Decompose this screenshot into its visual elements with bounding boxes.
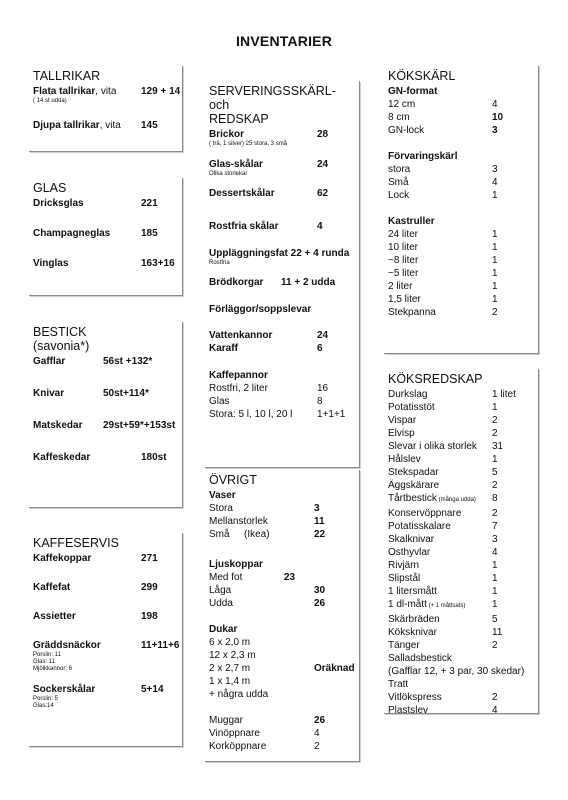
koksredskap-box: [384, 369, 539, 714]
glasskalar-row: [209, 158, 355, 171]
gn-row: [388, 124, 534, 137]
redskap-row: [388, 691, 534, 704]
kaffeservis-row: [33, 639, 178, 652]
dukar-label: Dukar: [209, 624, 238, 635]
forlagg-row: [209, 303, 355, 316]
forv-row: [388, 189, 534, 202]
brickor-row: [209, 128, 355, 141]
bestick-value: 180st: [141, 452, 167, 463]
redskap-row: [388, 546, 534, 559]
redskap-value: 1: [492, 560, 498, 571]
kastrull-value: 1: [492, 268, 498, 279]
vaser-item-value: 11: [314, 516, 325, 527]
bestick-label: Gafflar: [33, 356, 66, 367]
kastrull-label: ~5 liter: [388, 268, 419, 279]
panna-value: 16: [317, 383, 329, 394]
brickor-label: Brickor: [209, 129, 245, 140]
redskap-value: 5: [492, 467, 498, 478]
other-value: 26: [314, 715, 326, 726]
other-row: [209, 740, 355, 753]
redskap-value: 2: [492, 415, 498, 426]
redskap-label: Konservöppnare: [388, 508, 462, 519]
panna-value: 8: [317, 396, 323, 407]
redskap-value: 1: [492, 454, 498, 465]
brickor-note: ( trä, 1 silver) 25 stora, 3 små: [209, 141, 288, 147]
redskap-value: 3: [492, 534, 498, 545]
uppl-note: Rostfria: [209, 260, 230, 266]
bestick-row: [33, 387, 178, 400]
redskap-label: Stekspadar: [388, 467, 439, 478]
ljus-label: Ljuskoppar: [209, 559, 263, 570]
bestick-box: [29, 322, 183, 508]
redskap-label: Slipstål: [388, 573, 421, 584]
glas-label: Dricksglas: [33, 198, 84, 209]
sma-value: 22: [314, 529, 326, 540]
ljus-item-label: Udda: [209, 598, 233, 609]
sma-note: (Ikea): [244, 529, 270, 540]
kaffeservis-title: KAFFESERVIS: [33, 536, 119, 550]
redskap-label: Potatisstöt: [388, 402, 435, 413]
duk-row: [209, 675, 355, 688]
flata-label: Flata tallrikar: [33, 86, 96, 97]
vaser-label: Vaser: [209, 490, 236, 501]
redskap-value: 1: [492, 599, 498, 610]
redskap-label: Elvisp: [388, 428, 415, 439]
dessert-row: [209, 187, 355, 200]
gn-item-value: 3: [492, 125, 498, 136]
kastrull-label: 24 liter: [388, 229, 419, 240]
glasskalar-value: 24: [317, 159, 329, 170]
forv-item-value: 1: [492, 190, 498, 201]
glas-value: 185: [141, 228, 158, 239]
vaser-item-label: Mellanstorlek: [209, 516, 268, 527]
other-value: 4: [314, 728, 320, 739]
gradd-note: Glas: 11: [33, 659, 55, 665]
redskap-value: 1 litet: [492, 389, 516, 400]
forv-item-label: Små: [388, 177, 409, 188]
other-label: Korköppnare: [209, 741, 267, 752]
gn-row: [388, 98, 534, 111]
glasskalar-label: Glas-skålar: [209, 159, 263, 170]
duk-item: 6 x 2,0 m: [209, 637, 251, 648]
kaffeservis-box: [29, 533, 183, 747]
gn-item-label: 12 cm: [388, 99, 416, 110]
kastrull-row: [388, 254, 534, 267]
djupa-value: 145: [141, 120, 158, 131]
redskap-row: [388, 507, 534, 520]
kaffeservis-row: [33, 683, 178, 696]
tallrikar-box: [29, 66, 183, 152]
redskap-value: 8: [492, 493, 498, 504]
kastrull-row: [388, 306, 534, 319]
kaffeservis-value: 299: [141, 582, 158, 593]
gn-row: [388, 111, 534, 124]
bestick-row: [33, 451, 178, 464]
kastrull-label: 10 liter: [388, 242, 419, 253]
redskap-label: Potatisskalare: [388, 521, 451, 532]
kaffeservis-label: Gräddsnäckor: [33, 640, 101, 651]
glas-title: GLAS: [33, 181, 67, 195]
glas-row: [33, 197, 178, 210]
duk-item: 12 x 2,3 m: [209, 650, 256, 661]
gn-item-value: 10: [492, 112, 504, 123]
forv-item-label: Lock: [388, 190, 410, 201]
ljus-item-value: 26: [314, 598, 326, 609]
redskap-row: [388, 665, 534, 678]
kaffepannor-row: [209, 369, 355, 382]
bestick-value: 50st+114*: [103, 388, 149, 399]
redskap-value: 2: [492, 480, 498, 491]
servering-title-2: REDSKAP: [209, 112, 269, 126]
glas-row: [33, 257, 178, 270]
redskap-row: [388, 388, 534, 401]
brod-label: Brödkorgar: [209, 277, 264, 288]
bestick-label: Kaffeskedar: [33, 452, 91, 463]
panna-label: Glas: [209, 396, 230, 407]
vatten-row: [209, 329, 355, 342]
brod-value: 11 + 2 udda: [281, 277, 336, 288]
redskap-row: [388, 639, 534, 652]
glas-box: [29, 178, 183, 296]
redskap-label: Durkslag: [388, 389, 428, 400]
kaffeservis-row: [33, 610, 178, 623]
redskap-value: 1: [492, 573, 498, 584]
redskap-label: Tratt: [388, 679, 409, 690]
other-value: 2: [314, 741, 320, 752]
kaffeservis-value: 198: [141, 611, 158, 622]
duk-row: [209, 688, 355, 701]
redskap-row: [388, 427, 534, 440]
vaser-item-label: Stora: [209, 503, 233, 514]
ljus-row: [209, 597, 355, 610]
bestick-label: Matskedar: [33, 420, 83, 431]
flata-tallrikar-row: [33, 85, 181, 98]
redskap-row: [388, 466, 534, 479]
redskap-value: 4: [492, 705, 498, 716]
redskap-row: [388, 479, 534, 492]
forv-row: [388, 163, 534, 176]
redskap-row: [388, 598, 534, 613]
brickor-value: 28: [317, 129, 329, 140]
dessert-value: 62: [317, 188, 329, 199]
duk-row: [209, 662, 355, 675]
vaser-row: [209, 528, 355, 541]
panna-label: Stora: 5 l, 10 l, 20 l: [209, 409, 293, 420]
redskap-row: [388, 626, 534, 639]
vatten-value: 24: [317, 330, 329, 341]
karaff-label: Karaff: [209, 343, 238, 354]
redskap-label: Hålslev: [388, 454, 421, 465]
redskap-row: [388, 533, 534, 546]
bestick-row: [33, 419, 178, 432]
karaff-value: 6: [317, 343, 323, 354]
forlagg-label: Förläggor/soppslevar: [209, 304, 312, 315]
panna-row: [209, 395, 355, 408]
redskap-value: 1: [492, 402, 498, 413]
redskap-row: [388, 652, 534, 665]
bestick-title: BESTICK: [33, 325, 87, 339]
kaffeservis-label: Assietter: [33, 611, 76, 622]
bestick-value: 29st+59*+153st: [103, 420, 176, 431]
gn-item-label: 8 cm: [388, 112, 410, 123]
redskap-row: [388, 572, 534, 585]
flata-value: 129 + 14: [141, 86, 181, 97]
duk-item: + några udda: [209, 689, 269, 700]
medfot-value: 23: [284, 572, 296, 583]
gn-item-label: GN-lock: [388, 125, 425, 136]
ljus-row: [209, 584, 355, 597]
page-title: INVENTARIER: [235, 33, 333, 49]
redskap-value: 5: [492, 614, 498, 625]
kaffeservis-label: Sockerskålar: [33, 684, 96, 695]
other-row: [209, 714, 355, 727]
bestick-row: [33, 355, 178, 368]
kastrull-label: 1,5 liter: [388, 294, 421, 305]
vaser-item-value: 3: [314, 503, 320, 514]
panna-row: [209, 382, 355, 395]
redskap-label: Skalknivar: [388, 534, 435, 545]
redskap-value: 11: [492, 627, 503, 638]
redskap-row: [388, 414, 534, 427]
djupa-label: Djupa tallrikar: [33, 120, 100, 131]
redskap-label: Vispar: [388, 415, 417, 426]
redskap-label: Rivjärn: [388, 560, 420, 571]
medfot-label: Med fot: [209, 572, 243, 583]
redskap-value: 2: [492, 508, 498, 519]
redskap-value: 4: [492, 547, 498, 558]
redskap-label: Tänger: [388, 640, 420, 651]
panna-label: Rostfri, 2 liter: [209, 383, 268, 394]
koksredskap-title: KÖKSREDSKAP: [388, 372, 483, 386]
rostfria-value: 4: [317, 221, 323, 232]
kastrull-value: 1: [492, 242, 498, 253]
kaffepannor-label: Kaffepannor: [209, 370, 268, 381]
duk-row: [209, 649, 355, 662]
redskap-row: [388, 453, 534, 466]
redskap-label: Plastslev: [388, 705, 429, 716]
redskap-row: [388, 585, 534, 598]
redskap-label: Slevar i olika storlek: [388, 441, 477, 452]
kastrull-row: [388, 293, 534, 306]
kastrull-value: 1: [492, 229, 498, 240]
kaffeservis-row: [33, 581, 178, 594]
gn-item-value: 4: [492, 99, 498, 110]
duk-item: 2 x 2,7 m: [209, 663, 251, 674]
kastrull-label: Stekpanna: [388, 307, 436, 318]
redskap-value: 7: [492, 521, 498, 532]
ovrigt-box: [205, 470, 360, 762]
kastrull-row: [388, 241, 534, 254]
socker-note: Porslin: 5: [33, 696, 59, 702]
kastrull-list: [388, 228, 534, 319]
kaffeservis-label: Kaffefat: [33, 582, 71, 593]
redskap-label: Vitlökspress: [388, 692, 442, 703]
redskap-label: (Gafflar 12, + 3 par, 30 skedar): [388, 666, 525, 677]
karaff-row: [209, 342, 355, 355]
kastrull-label: Kastruller: [388, 216, 435, 227]
ovrigt-title: ÖVRIGT: [209, 473, 257, 487]
redskap-label: Salladsbestick: [388, 653, 452, 664]
kaffeservis-row: [33, 552, 178, 565]
glas-value: 163+16: [141, 258, 175, 269]
redskap-label: Köksknivar: [388, 627, 437, 638]
tallrikar-title: TALLRIKAR: [33, 69, 101, 83]
gn-label: GN-format: [388, 86, 438, 97]
kokskarl-title: KÖKSKÄRL: [388, 69, 456, 83]
servering-title-1: SERVERINGSSKÄRL- och: [209, 84, 336, 112]
redskap-label: Skärbräden: [388, 614, 440, 625]
panna-value: 1+1+1: [317, 409, 346, 420]
redskap-value: 2: [492, 640, 498, 651]
bestick-subtitle: (savonia*): [33, 339, 90, 353]
kastrull-value: 2: [492, 307, 498, 318]
other-label: Vinöppnare: [209, 728, 260, 739]
kastrull-row: [388, 228, 534, 241]
other-label: Muggar: [209, 715, 243, 726]
forv-item-value: 3: [492, 164, 498, 175]
gradd-note: Porslin: 11: [33, 652, 61, 658]
bestick-label: Knivar: [33, 388, 65, 399]
medfot-row: [209, 571, 355, 584]
kastrull-label: ~8 liter: [388, 255, 419, 266]
socker-note: Glas:14: [33, 703, 54, 709]
other-row: [209, 727, 355, 740]
redskap-row: [388, 520, 534, 533]
duk-row: [209, 636, 355, 649]
kastrull-row: [388, 267, 534, 280]
redskap-label: Äggskärare: [388, 480, 440, 491]
kaffeservis-value: 5+14: [141, 684, 164, 695]
ljus-item-value: 30: [314, 585, 326, 596]
rostfria-row: [209, 220, 355, 233]
redskap-row: [388, 440, 534, 453]
kastrull-value: 1: [492, 281, 498, 292]
rostfria-label: Rostfria skålar: [209, 221, 279, 232]
ljus-item-label: Låga: [209, 585, 232, 596]
forv-item-value: 4: [492, 177, 498, 188]
kaffeservis-label: Kaffekoppar: [33, 553, 92, 564]
djupa-suffix: , vita: [99, 120, 121, 131]
kaffeservis-value: 271: [141, 553, 158, 564]
kastrull-value: 1: [492, 294, 498, 305]
redskap-value: 31: [492, 441, 504, 452]
vaser-row: [209, 515, 355, 528]
kastrull-value: 1: [492, 255, 498, 266]
bestick-value: 56st +132*: [103, 356, 153, 367]
flata-suffix: , vita: [95, 86, 117, 97]
redskap-note: (många udda): [436, 497, 476, 503]
glas-label: Vinglas: [33, 258, 69, 269]
forv-label: Förvaringskärl: [388, 151, 458, 162]
kaffeservis-value: 11+11+6: [141, 640, 180, 651]
vatten-label: Vattenkannor: [209, 330, 273, 341]
kokskarl-box: [384, 66, 539, 354]
redskap-row: [388, 401, 534, 414]
redskap-row: [388, 613, 534, 626]
redskap-row: [388, 559, 534, 572]
redskap-label: 1 litersmått: [388, 586, 437, 597]
redskap-value: 1: [492, 586, 498, 597]
duk-item: 1 x 1,4 m: [209, 676, 251, 687]
glas-label: Champagneglas: [33, 228, 111, 239]
redskap-note: (+ 1 måttsats): [426, 603, 466, 609]
redskap-label: Tårtbestick: [388, 493, 437, 504]
redskap-row: [388, 492, 534, 507]
glas-row: [33, 227, 178, 240]
gradd-note: Mjölkkannor: 6: [33, 666, 73, 672]
servering-box: [205, 81, 360, 468]
forv-item-label: stora: [388, 164, 411, 175]
uppl-row: [209, 247, 355, 260]
glas-value: 221: [141, 198, 158, 209]
uppl-label: Uppläggningsfat 22 + 4 runda: [209, 248, 350, 259]
redskap-list: [388, 388, 534, 717]
redskap-label: 1 dl-mått: [388, 599, 427, 610]
redskap-value: 2: [492, 692, 498, 703]
sma-label: Små: [209, 529, 230, 540]
kastrull-row: [388, 280, 534, 293]
djupa-tallrikar-row: [33, 119, 178, 132]
forv-row: [388, 176, 534, 189]
flata-note: ( 14 st udda): [33, 98, 67, 104]
brod-row: [209, 276, 355, 289]
dessert-label: Dessertskålar: [209, 188, 275, 199]
redskap-row: [388, 678, 534, 691]
redskap-row: [388, 704, 534, 717]
vaser-row: [209, 502, 355, 515]
glasskalar-note: Olika storlekar: [209, 171, 248, 177]
oraknad-value: Oräknad: [314, 663, 355, 674]
kastrull-label: 2 liter: [388, 281, 413, 292]
panna-row: [209, 408, 355, 421]
redskap-value: 2: [492, 428, 498, 439]
redskap-label: Osthyvlar: [388, 547, 431, 558]
